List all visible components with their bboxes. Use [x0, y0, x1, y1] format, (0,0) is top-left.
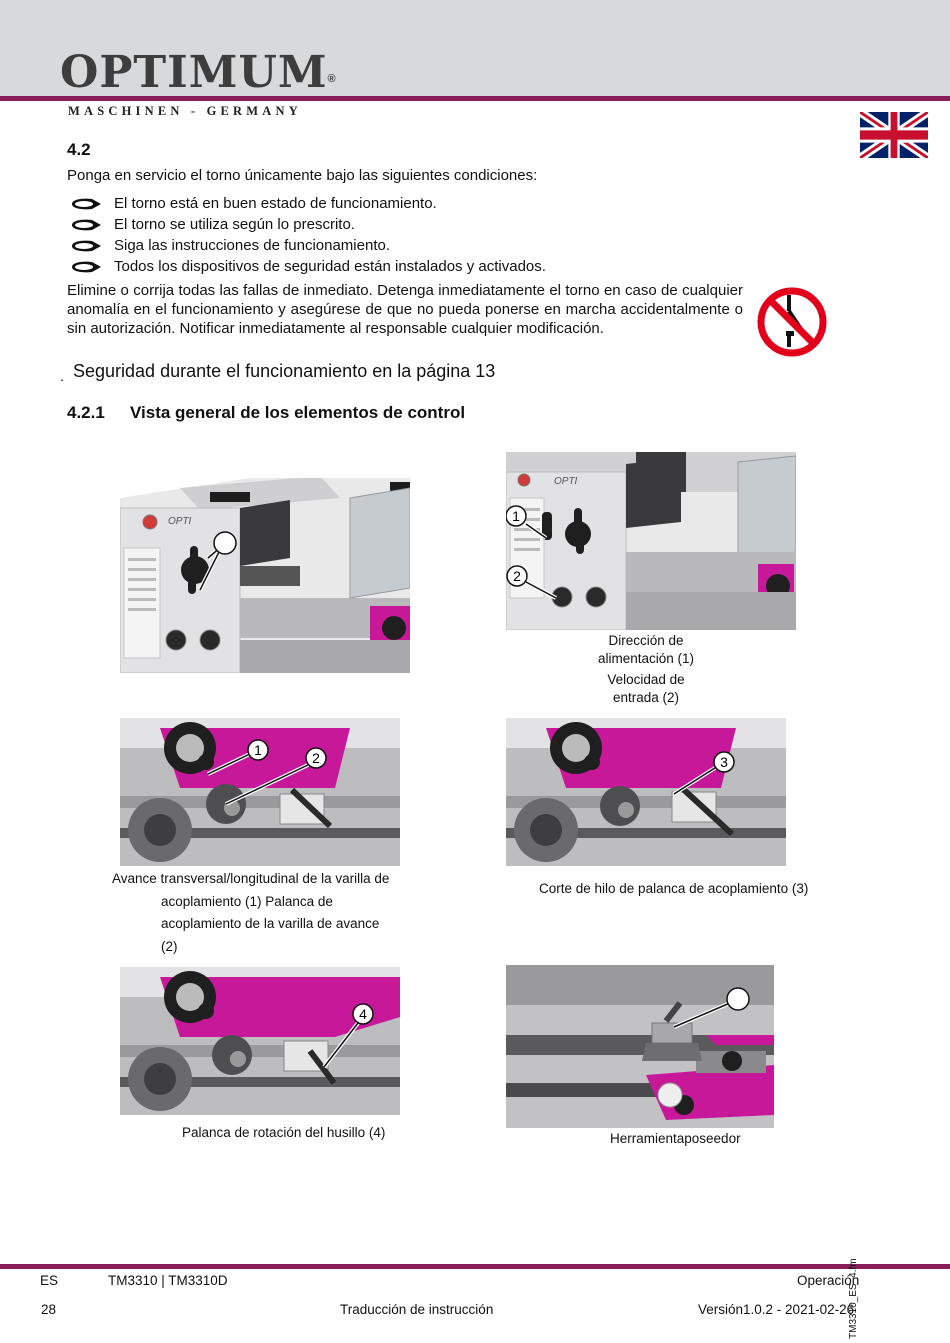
- section-intro: Ponga en servicio el torno únicamente bajo las siguientes condiciones:: [67, 167, 538, 184]
- safety-paragraph: Elimine o corrija todas las fallas de inmediato. Detenga inmediatamente el torno en caso de cualquier anomalía en el funcionamiento y asegúrese de que no pueda ponerse en marcha accidentalmente o sin autorización. Notificar inmediatamente al responsable cualquier modificación.: [67, 282, 743, 337]
- brand-logo: [60, 48, 337, 98]
- svg-text:OPTI: OPTI: [168, 516, 192, 527]
- callout-1: 1: [512, 508, 520, 524]
- figure-lathe-headstock: [120, 478, 410, 673]
- arrow-bullet-icon: [70, 218, 102, 232]
- figure-caption: [112, 868, 412, 958]
- caption-line: Velocidad de: [607, 672, 685, 687]
- figure-caption: Corte de hilo de palanca de acoplamiento (3): [539, 881, 809, 896]
- callout-2: 2: [513, 568, 521, 584]
- list-item: [70, 256, 546, 277]
- caption-line: Dirección de: [608, 633, 684, 648]
- registered-mark: ®: [327, 73, 337, 85]
- subsection-title: Vista general de los elementos de control: [130, 403, 466, 422]
- callout-4: 4: [359, 1006, 367, 1022]
- figure-caption: Palanca de rotación del husillo (4): [182, 1125, 386, 1140]
- callout-2: 2: [312, 750, 320, 766]
- page-number: 28: [41, 1302, 57, 1317]
- list-item-text: El torno se utiliza según lo prescrito.: [114, 216, 355, 233]
- list-item-text: Siga las instrucciones de funcionamiento.: [114, 237, 390, 254]
- subsection-heading: [67, 403, 465, 423]
- arrow-bullet-icon: [70, 239, 102, 253]
- footer-version: Versión1.0.2 - 2021-02-26: [698, 1302, 855, 1317]
- caption-line: acoplamiento (1) Palanca de: [161, 893, 333, 909]
- brand-name: OPTIMUM: [60, 47, 328, 98]
- callout-3: 3: [720, 754, 728, 770]
- list-item-text: Todos los dispositivos de seguridad están instalados y activados.: [114, 258, 546, 275]
- figure-feed-controls: [506, 452, 796, 630]
- figure-caption: Herramientaposeedor: [610, 1131, 741, 1146]
- stray-dot: .: [60, 368, 64, 384]
- callout-1: 1: [254, 742, 262, 758]
- svg-text:OPTI: OPTI: [554, 476, 578, 487]
- section-number: 4.2: [67, 140, 91, 159]
- caption-line: (2): [161, 938, 178, 954]
- list-item-text: El torno está en buen estado de funcionamiento.: [114, 195, 437, 212]
- list-item: [70, 235, 546, 256]
- figure-spindle-lever: [120, 967, 400, 1115]
- footer-chapter: Operación: [797, 1273, 860, 1288]
- arrow-bullet-icon: [70, 197, 102, 211]
- list-item: [70, 193, 546, 214]
- figure-thread-lever: [506, 718, 786, 866]
- subsection-number: 4.2.1: [67, 403, 105, 422]
- uk-flag-icon: [860, 112, 928, 158]
- footer-language: ES: [40, 1273, 59, 1288]
- conditions-list: [70, 193, 546, 277]
- brand-tagline: MASCHINEN - GERMANY: [68, 104, 302, 118]
- figure-caption: [560, 632, 732, 706]
- figure-apron-levers: [120, 718, 400, 866]
- file-id: TM3310_ES_4.fm: [848, 1258, 859, 1339]
- caption-line: entrada (2): [612, 689, 680, 705]
- figure-tool-holder: [506, 965, 774, 1128]
- footer-rule: [0, 1264, 950, 1269]
- cross-reference-link[interactable]: Seguridad durante el funcionamiento en la página 13: [73, 361, 496, 381]
- caption-line: Avance transversal/longitudinal de la varilla de: [112, 871, 390, 886]
- no-switching-on-icon: [757, 287, 827, 357]
- caption-line: acoplamiento de la varilla de avance: [161, 916, 380, 931]
- list-item: [70, 214, 546, 235]
- arrow-bullet-icon: [70, 260, 102, 274]
- caption-line: alimentación (1): [597, 650, 695, 666]
- footer-doc-type: Traducción de instrucción: [340, 1302, 494, 1317]
- footer-models: TM3310 | TM3310D: [108, 1273, 228, 1288]
